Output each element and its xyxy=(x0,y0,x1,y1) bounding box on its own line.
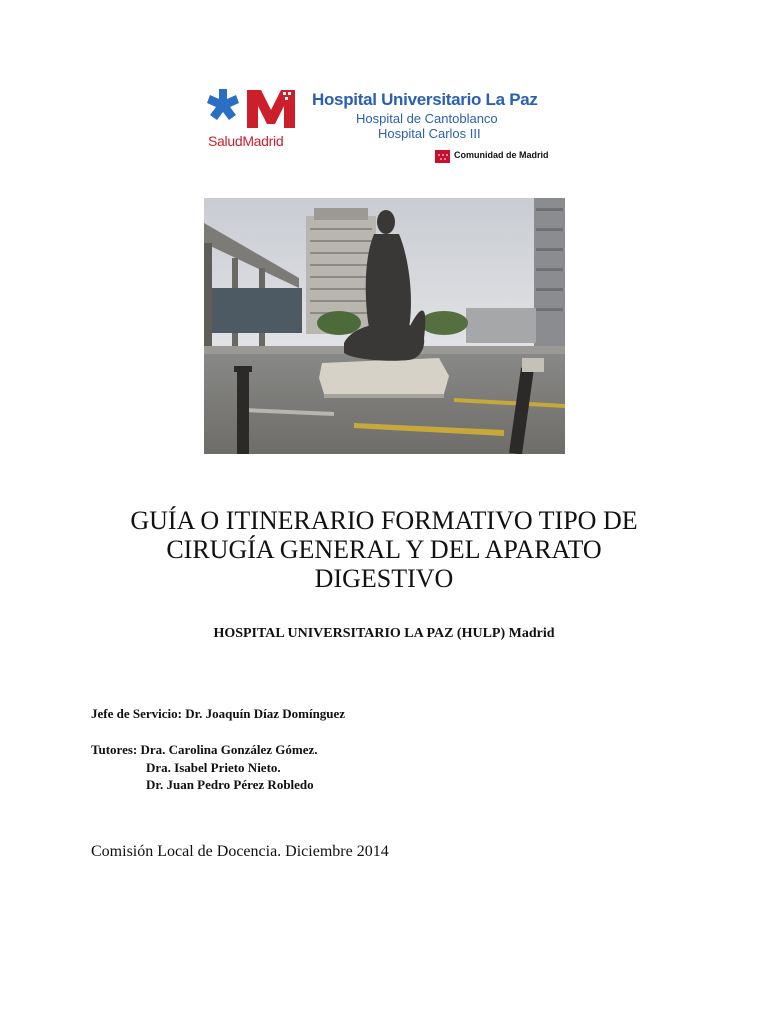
tutors-label: Tutores: xyxy=(91,742,138,757)
madrid-m-icon xyxy=(247,90,295,128)
salud-star-icon xyxy=(207,89,239,120)
tutor-name: Dra. Isabel Prieto Nieto. xyxy=(146,759,281,775)
hospital-name: Hospital Universitario La Paz xyxy=(312,90,538,109)
salud-madrid-emblem xyxy=(205,86,305,134)
hospital-logo xyxy=(205,86,575,168)
title-line-1: GUÍA O ITINERARIO FORMATIVO TIPO DE xyxy=(130,506,638,535)
sub-hospital-1: Hospital de Cantoblanco xyxy=(356,111,498,126)
tutor-name: Dr. Juan Pedro Pérez Robledo xyxy=(146,777,314,792)
salud-prefix: Salud xyxy=(208,133,243,149)
hospital-sculpture-photo xyxy=(204,198,565,454)
footer-note: Comisión Local de Docencia. Diciembre 2014 xyxy=(91,843,389,860)
tutors-block xyxy=(91,741,318,794)
institution-heading: HOSPITAL UNIVERSITARIO LA PAZ (HULP) Madrid xyxy=(213,626,555,641)
tutor-name: Dra. Carolina González Gómez. xyxy=(140,742,318,757)
document-title xyxy=(84,506,684,593)
salud-suffix: Madrid xyxy=(242,133,284,149)
comunidad-flag-icon xyxy=(435,150,450,161)
title-line-3: DIGESTIVO xyxy=(314,564,454,593)
sub-hospital-2: Hospital Carlos III xyxy=(378,126,481,141)
region-label: Comunidad de Madrid xyxy=(454,150,549,160)
title-line-2: CIRUGÍA GENERAL Y DEL APARATO xyxy=(166,535,602,564)
salud-madrid-label xyxy=(208,133,283,149)
head-of-service: Jefe de Servicio: Dr. Joaquín Díaz Domínguez xyxy=(91,706,346,721)
tutor-row-1 xyxy=(91,741,318,759)
